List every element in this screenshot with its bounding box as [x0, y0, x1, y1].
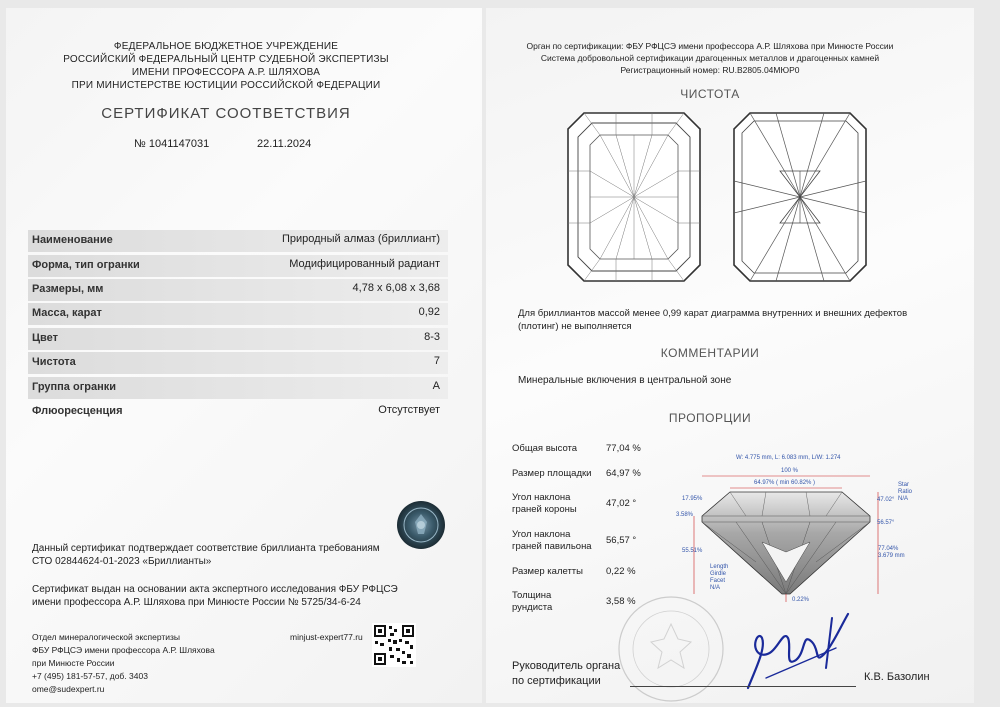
- row-value: 0,92: [418, 306, 440, 318]
- prop-label: [512, 529, 592, 553]
- certification-body: [486, 40, 934, 76]
- signature-label-line: Руководитель органа: [512, 660, 621, 672]
- lgf-line: Facet: [710, 578, 726, 584]
- prop-value: 77,04 %: [606, 443, 641, 454]
- pavilion-view-diagram: [732, 111, 868, 283]
- row-label: Группа огранки: [32, 381, 117, 393]
- row-value: А: [432, 380, 440, 392]
- certificate-right-page: [486, 8, 974, 703]
- prop-label: [512, 492, 577, 516]
- profile-dimensions: W: 4.775 mm, L: 6.083 mm, L/W: 1.274: [736, 455, 841, 461]
- profile-girdle: 3.58%: [676, 512, 694, 518]
- prop-label: [512, 590, 552, 614]
- registration-number: Регистрационный номер: RU.B2805.04МЮР0: [620, 65, 800, 75]
- department-email: ome@sudexpert.ru: [32, 684, 105, 694]
- profile-100pct: 100 %: [781, 468, 799, 474]
- prop-value: 3,58 %: [606, 596, 636, 607]
- row-label: Цвет: [32, 332, 59, 344]
- institution-header: [6, 40, 446, 92]
- row-value: Отсутствует: [378, 404, 440, 416]
- row-value: Природный алмаз (бриллиант): [281, 233, 440, 245]
- signature-line: [630, 686, 856, 687]
- row-value: 8-3: [424, 331, 440, 343]
- row-label: Масса, карат: [32, 307, 102, 319]
- star-ratio-line: N/A: [898, 496, 909, 502]
- department-phone: +7 (495) 181-57-57, доб. 3403: [32, 671, 148, 681]
- profile-crown-height: 17.95%: [682, 496, 703, 502]
- table-row: [28, 279, 448, 301]
- prop-label-line: Угол наклона: [512, 492, 571, 503]
- profile-pavilion-angle: 56.57°: [877, 520, 895, 526]
- lgf-line: Length: [710, 564, 729, 570]
- row-label: Наименование: [32, 234, 113, 246]
- table-row: [28, 255, 448, 277]
- row-label: Размеры, мм: [32, 283, 104, 295]
- comments-title: КОММЕНТАРИИ: [660, 346, 760, 360]
- profile-total-depth: [878, 546, 905, 560]
- lgf-line: Girdle: [710, 571, 727, 577]
- org-line: Орган по сертификации: ФБУ РФЦСЭ имени профессора А.Р. Шляхова при Минюсте России: [526, 41, 894, 51]
- header-line: РОССИЙСКИЙ ФЕДЕРАЛЬНЫЙ ЦЕНТР СУДЕБНОЙ ЭКСПЕРТИЗЫ: [63, 54, 389, 65]
- total-depth-line: 3.679 mm: [878, 553, 905, 559]
- row-label: Форма, тип огранки: [32, 259, 140, 271]
- table-row: [28, 352, 448, 374]
- lgf-line: N/A: [710, 585, 721, 591]
- header-line: ИМЕНИ ПРОФЕССОРА А.Р. ШЛЯХОВА: [131, 67, 321, 78]
- signature-label-line: по сертификации: [512, 675, 601, 687]
- certificate-left-page: [6, 8, 482, 703]
- prop-label: Размер площадки: [512, 468, 592, 479]
- prop-label-line: граней короны: [512, 504, 577, 515]
- row-value: 4,78 x 6,08 x 3,68: [352, 282, 440, 294]
- header-line: ПРИ МИНИСТЕРСТВЕ ЮСТИЦИИ РОССИЙСКОЙ ФЕДЕРАЦИИ: [71, 80, 381, 91]
- issued-line: Сертификат выдан на основании акта экспертного исследования ФБУ РФЦСЭ: [32, 584, 398, 595]
- department-line: при Минюсте России: [32, 658, 115, 668]
- hologram-seal: [396, 500, 446, 550]
- department-line: ФБУ РФЦСЭ имени профессора А.Р. Шляхова: [32, 645, 215, 655]
- prop-label: Размер калетты: [512, 566, 583, 577]
- profile-culet: 0.22%: [792, 597, 810, 603]
- diamond-profile-diagram: [666, 452, 906, 612]
- conformity-line: СТО 02844624-01-2023 «Бриллианты»: [32, 556, 212, 567]
- prop-label-line: Толщина: [512, 590, 552, 601]
- profile-star-ratio: [898, 482, 912, 503]
- conformity-line: Данный сертификат подтверждает соответствие бриллианта требованиям: [32, 543, 380, 554]
- comment-text: Минеральные включения в центральной зоне: [518, 375, 732, 386]
- issued-line: имени профессора А.Р. Шляхова при Минюсте России № 5725/34-6-24: [32, 597, 361, 608]
- star-ratio-line: Ratio: [898, 489, 913, 495]
- row-label: Чистота: [32, 356, 76, 368]
- prop-label: Общая высота: [512, 443, 578, 454]
- department-line: Отдел минералогической экспертизы: [32, 632, 181, 642]
- prop-label-line: рундиста: [512, 602, 553, 613]
- qr-code-icon[interactable]: [372, 623, 416, 667]
- table-row: [28, 328, 448, 350]
- prop-label-line: граней павильона: [512, 541, 592, 552]
- prop-label-line: Угол наклона: [512, 529, 571, 540]
- prop-value: 64,97 %: [606, 468, 641, 479]
- prop-value: 47,02 °: [606, 498, 637, 509]
- table-row: [28, 303, 448, 325]
- profile-pavilion-depth: 55.51%: [682, 548, 703, 554]
- signatory-name: К.В. Базолин: [864, 671, 930, 683]
- profile-crown-angle: 47.02°: [877, 497, 895, 503]
- certificate-date: 22.11.2024: [257, 138, 312, 150]
- certificate-number: № 1041147031: [134, 138, 210, 150]
- clarity-title: ЧИСТОТА: [680, 87, 740, 101]
- profile-lgf: [710, 564, 728, 592]
- diagram-note-line: (плотинг) не выполняется: [518, 321, 632, 332]
- row-value: Модифицированный радиант: [289, 258, 440, 270]
- signature: [736, 608, 866, 698]
- proportions-title: ПРОПОРЦИИ: [668, 411, 752, 425]
- header-line: ФЕДЕРАЛЬНОЕ БЮДЖЕТНОЕ УЧРЕЖДЕНИЕ: [113, 41, 339, 52]
- prop-value: 56,57 °: [606, 535, 637, 546]
- prop-value: 0,22 %: [606, 566, 636, 577]
- star-ratio-line: Star: [898, 482, 910, 488]
- org-line: Система добровольной сертификации драгоценных металлов и драгоценных камней: [540, 53, 880, 63]
- table-row: [28, 230, 448, 252]
- total-depth-line: 77.04%: [878, 546, 899, 552]
- profile-table: 64.97% ( min 60.82% ): [754, 480, 816, 486]
- diagram-note-line: Для бриллиантов массой менее 0,99 карат диаграмма внутренних и внешних дефектов: [518, 308, 908, 319]
- row-value: 7: [433, 355, 440, 367]
- row-label: Флюоресценция: [32, 405, 123, 417]
- table-row: [28, 401, 448, 423]
- crown-view-diagram: [566, 111, 702, 283]
- table-row: [28, 377, 448, 399]
- signature-label: [512, 659, 620, 689]
- website-link[interactable]: minjust-expert77.ru: [290, 632, 363, 642]
- certificate-title: СЕРТИФИКАТ СООТВЕТСТВИЯ: [101, 105, 351, 122]
